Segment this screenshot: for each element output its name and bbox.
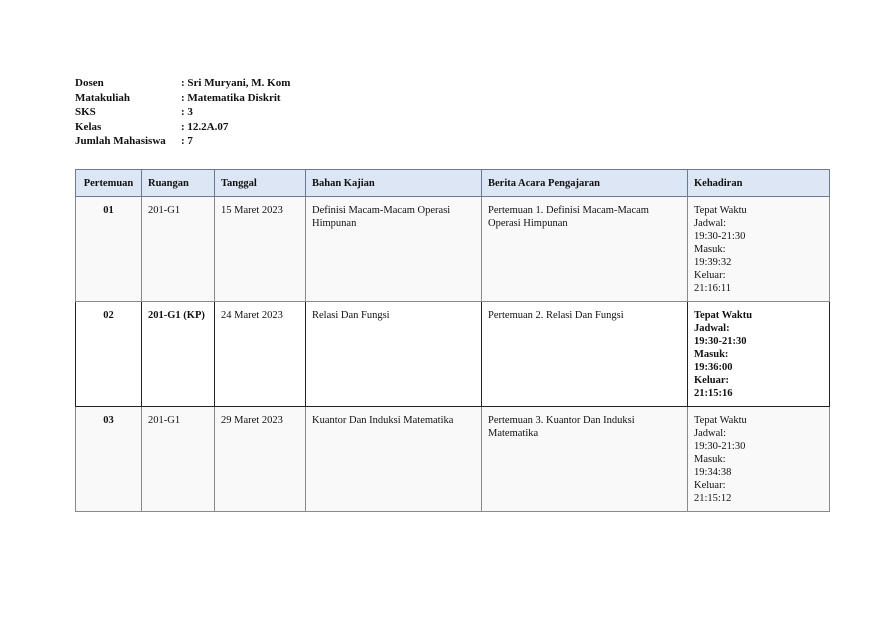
info-row-kelas — [75, 120, 290, 135]
info-label: Dosen — [75, 77, 104, 89]
attendance-line: 19:30-21:30 — [694, 336, 747, 347]
cell-bahan-kajian: Kuantor Dan Induksi Matematika — [306, 407, 482, 512]
attendance-line: Keluar: — [694, 375, 729, 386]
attendance-table — [75, 169, 830, 512]
cell-tanggal: 15 Maret 2023 — [215, 197, 306, 302]
header-bahan-kajian: Bahan Kajian — [306, 170, 482, 197]
info-label: SKS — [75, 106, 96, 118]
attendance-line: 21:15:16 — [694, 388, 733, 399]
attendance-status: Tepat Waktu — [694, 205, 747, 216]
cell-tanggal: 29 Maret 2023 — [215, 407, 306, 512]
info-row-matakuliah — [75, 91, 290, 106]
attendance-line: Jadwal: — [694, 323, 730, 334]
attendance-line: 21:15:12 — [694, 493, 732, 504]
table-row — [76, 302, 830, 407]
header-tanggal: Tanggal — [215, 170, 306, 197]
attendance-line: 21:16:11 — [694, 283, 731, 294]
info-row-jumlah-mahasiswa — [75, 134, 290, 149]
info-value: : 12.2A.07 — [181, 120, 229, 133]
cell-kehadiran — [688, 302, 830, 407]
cell-pertemuan: 02 — [76, 302, 142, 407]
attendance-line: Keluar: — [694, 270, 726, 281]
info-label: Jumlah Mahasiswa — [75, 135, 166, 147]
table-header-row — [76, 170, 830, 197]
course-info — [75, 76, 290, 149]
table-row — [76, 407, 830, 512]
attendance-line: Keluar: — [694, 480, 726, 491]
header-pertemuan: Pertemuan — [76, 170, 142, 197]
attendance-line: 19:30-21:30 — [694, 231, 746, 242]
cell-berita-acara: Pertemuan 1. Definisi Macam-Macam Operasi Himpunan — [482, 197, 688, 302]
attendance-status: Tepat Waktu — [694, 415, 747, 426]
cell-ruangan: 201-G1 — [142, 197, 215, 302]
header-kehadiran: Kehadiran — [688, 170, 830, 197]
info-label: Matakuliah — [75, 91, 131, 104]
cell-bahan-kajian: Definisi Macam-Macam Operasi Himpunan — [306, 197, 482, 302]
cell-kehadiran — [688, 407, 830, 512]
cell-berita-acara: Pertemuan 2. Relasi Dan Fungsi — [482, 302, 688, 407]
attendance-line: 19:36:00 — [694, 362, 733, 373]
attendance-line: Jadwal: — [694, 218, 727, 229]
attendance-status: Tepat Waktu — [694, 310, 753, 321]
cell-ruangan: 201-G1 — [142, 407, 215, 512]
attendance-line: Masuk: — [694, 454, 726, 465]
attendance-line: Jadwal: — [694, 428, 727, 439]
cell-kehadiran — [688, 197, 830, 302]
info-value: : Sri Muryani, M. Kom — [181, 77, 291, 89]
attendance-line: 19:34:38 — [694, 467, 732, 478]
info-row-dosen — [75, 76, 290, 91]
attendance-line: Masuk: — [694, 244, 726, 255]
attendance-line: Masuk: — [694, 349, 729, 360]
attendance-line: 19:30-21:30 — [694, 441, 746, 452]
cell-berita-acara: Pertemuan 3. Kuantor Dan Induksi Matematika — [482, 407, 688, 512]
header-berita-acara: Berita Acara Pengajaran — [482, 170, 688, 197]
cell-pertemuan: 01 — [76, 197, 142, 302]
cell-pertemuan: 03 — [76, 407, 142, 512]
info-value: : 3 — [181, 106, 193, 118]
info-row-sks — [75, 105, 290, 120]
attendance-line: 19:39:32 — [694, 257, 732, 268]
info-value: : 7 — [181, 135, 193, 147]
table-row — [76, 197, 830, 302]
cell-bahan-kajian: Relasi Dan Fungsi — [306, 302, 482, 407]
info-label: Kelas — [75, 120, 102, 133]
header-ruangan: Ruangan — [142, 170, 215, 197]
cell-tanggal: 24 Maret 2023 — [215, 302, 306, 407]
info-value: : Matematika Diskrit — [181, 91, 281, 104]
cell-ruangan: 201-G1 (KP) — [142, 302, 215, 407]
